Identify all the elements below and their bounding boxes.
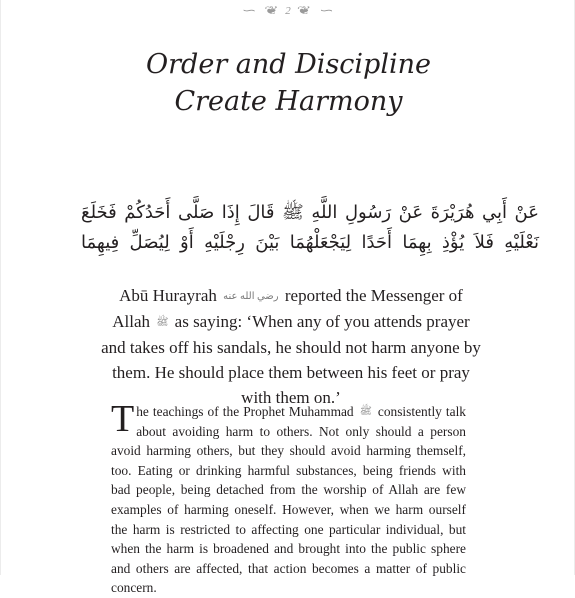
hadith-arabic-text: عَنْ أَبِي هُرَيْرَةَ عَنْ رَسُولِ اللَّهِ ﷺ قَالَ إِذَا صَلَّى أَحَدُكُمْ فَخَلَعَ نَعْلَيْهِ فَلاَ يُؤْذِ بِهِمَا أَحَدًا لِيَجْعَلْهُمَا بَيْنَ رِجْلَيْهِ أَوْ لِيُصَلِّ فِيهِمَا — [81, 202, 539, 253]
page-number: 2 — [285, 5, 292, 17]
hadith-translation — [101, 283, 481, 410]
drop-cap: T — [111, 398, 135, 440]
running-header — [1, 4, 575, 17]
chapter-title-line-1: Order and Discipline — [146, 49, 431, 80]
translation-text-a: reported the Messenger of Allah — [112, 286, 463, 331]
body-text-a: he teachings of the Prophet Muhammad — [136, 404, 354, 419]
body-text-b: consistently talk about avoiding harm to others. Not only should a person avoid harming others, but they should avoid harming themself, too. Eating or drinking harmful substances, being friends with bad people, being detached from the worship of Allah are few examples of harming oneself. However, when we harm ourself the harm is restricted to affecting one particular individual, but when the harm is broadened and brought into the public sphere and others are affected, that action becomes a matter of public concern. — [111, 404, 467, 596]
translation-text-b: as saying: ‘When any of you attends prayer and takes off his sandals, he should not harm anyone by them. He should place them between his feet or pray with them on.’ — [101, 312, 481, 407]
body-paragraph — [111, 398, 467, 598]
honorific-radiallahu-icon: رضي الله عنه — [223, 291, 279, 302]
chapter-title — [1, 46, 575, 120]
honorific-salallahu-icon: ﷺ — [156, 317, 169, 328]
honorific-salallahu-icon: ﷺ — [359, 406, 372, 417]
translation-narrator: Abū Hurayrah — [119, 286, 217, 305]
flourish-right-icon: ❦ ∽ — [296, 5, 335, 17]
chapter-title-line-2: Create Harmony — [174, 86, 403, 117]
flourish-left-icon: ∽ ❦ — [242, 5, 281, 17]
